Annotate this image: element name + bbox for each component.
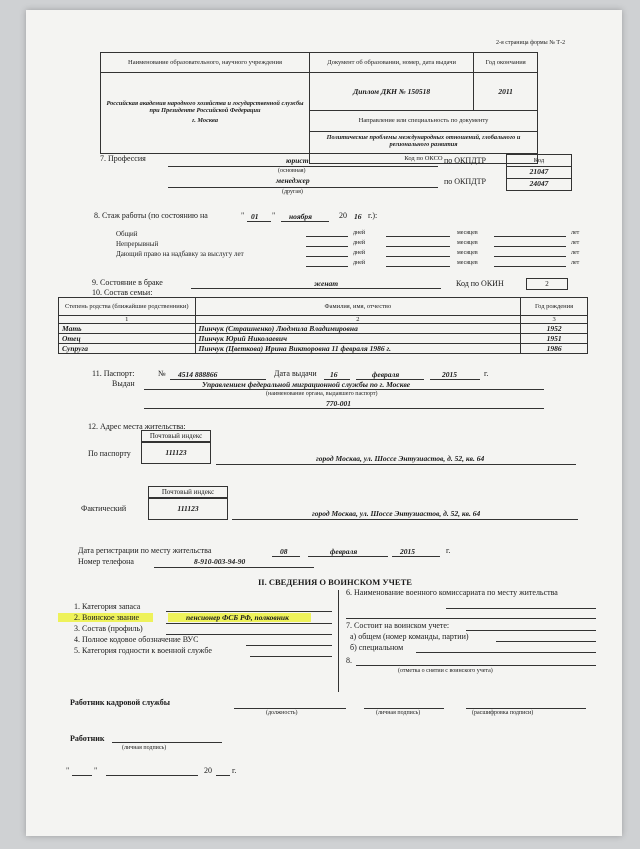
okin-label: Код по ОКИН bbox=[456, 279, 504, 288]
profession-main-value: юрист bbox=[286, 156, 309, 165]
military-item-rank: 2. Воинское звание bbox=[58, 613, 153, 622]
military-special: б) специальном bbox=[350, 643, 404, 652]
experience-year: 16 bbox=[354, 212, 362, 221]
passport-month: февраля bbox=[372, 370, 400, 379]
by-passport-label: По паспорту bbox=[88, 449, 131, 458]
military-item-fitness: 5. Категория годности к военной службе bbox=[74, 646, 212, 655]
military-removal-caption: (отметка о снятии с воинского учета) bbox=[398, 668, 493, 674]
family-relation: Супруга bbox=[59, 344, 196, 354]
decode-caption: (расшифровка подписи) bbox=[472, 710, 534, 716]
phone-label: Номер телефона bbox=[78, 557, 134, 566]
registration-year: 2015 bbox=[400, 547, 415, 556]
code-main: 21047 bbox=[507, 167, 572, 179]
year-value: 2011 bbox=[474, 73, 538, 111]
col-year: Год окончания bbox=[474, 53, 538, 73]
marital-value: женат bbox=[314, 279, 339, 288]
military-item-category: 1. Категория запаса bbox=[74, 602, 141, 611]
institution-city: г. Москва bbox=[192, 117, 218, 125]
passport-year: 2015 bbox=[442, 370, 457, 379]
code-header: Код bbox=[507, 155, 572, 167]
phone-value: 8-910-003-94-90 bbox=[194, 557, 246, 566]
military-item-vus: 4. Полное кодовое обозначение ВУС bbox=[74, 635, 199, 644]
code-other: 24047 bbox=[507, 179, 572, 191]
okpdtr-label-2: по ОКПДТР bbox=[444, 177, 486, 186]
profession-other-caption: (другая) bbox=[282, 189, 303, 195]
experience-month: ноября bbox=[289, 212, 312, 221]
family-relation: Мать bbox=[59, 324, 196, 334]
okso-label: Код по ОКСО bbox=[310, 154, 538, 164]
family-label: 10. Состав семьи: bbox=[92, 288, 153, 297]
family-name: Пинчук (Цветкова) Ирина Викторовна 11 февраля 1986 г. bbox=[195, 344, 521, 354]
okin-value: 2 bbox=[526, 278, 568, 290]
profession-code-table bbox=[506, 154, 572, 191]
col-institution: Наименование образовательного, научного учреждения bbox=[101, 53, 310, 73]
experience-day: 01 bbox=[251, 212, 259, 221]
hr-label: Работник кадровой службы bbox=[70, 698, 170, 707]
family-table: Степень родства (ближайшие родственники) Фамилия, имя, отчество Год рождения 1 2 3 Мать Пинчук (Страшненко) Людмила Владимировна 1952 Отец Пинчук Юрий Николаевич 1951 Супруга Пинчук (Цветкова) Ирина Викторовна 11 февраля 1986 г. 1986 bbox=[58, 297, 588, 354]
position-caption: (должность) bbox=[266, 710, 298, 716]
registration-day: 08 bbox=[280, 547, 288, 556]
document-value: Диплом ДКН № 150518 bbox=[310, 73, 474, 111]
by-passport-address: город Москва, ул. Шоссе Энтузиастов, д. 52, кв. 64 bbox=[316, 454, 485, 463]
education-table bbox=[100, 52, 538, 164]
military-registered: 7. Состоит на воинском учете: bbox=[346, 621, 450, 630]
military-section-title: II. СВЕДЕНИЯ О ВОИНСКОМ УЧЕТЕ bbox=[258, 577, 412, 587]
postal-label-1: Почтовый индекс bbox=[141, 430, 211, 442]
specialty-value: Политические проблемы международных отношений, глобального и регионального развития bbox=[310, 131, 538, 154]
institution-value: Российская академия народного хозяйства и государственной службы при Президенте Российской Федерации bbox=[106, 99, 304, 114]
postal-label-2: Почтовый индекс bbox=[148, 486, 228, 498]
signature-caption: (личная подпись) bbox=[376, 710, 421, 716]
military-commissariat: 6. Наименование военного комиссариата по месту жительства bbox=[346, 588, 558, 597]
profession-other-value: менеджер bbox=[276, 176, 310, 185]
address-label: 12. Адрес места жительства: bbox=[88, 422, 186, 431]
passport-issued-caption: (наименование органа, выдавшего паспорт) bbox=[266, 391, 378, 397]
experience-row-total: Общий bbox=[116, 230, 138, 238]
military-general: а) общем (номер команды, партии) bbox=[350, 632, 469, 641]
family-year: 1952 bbox=[521, 324, 588, 334]
military-item-8: 8. bbox=[346, 656, 352, 665]
family-year: 1986 bbox=[521, 344, 588, 354]
experience-row-continuous: Непрерывный bbox=[116, 240, 159, 248]
passport-issued-by: Управлением федеральной миграционной службы по г. Москве bbox=[202, 380, 411, 389]
passport-date-label: Дата выдачи bbox=[274, 369, 317, 378]
form-page: 2-я страница формы № Т-2 Наименование образовательного, научного учреждения Документ об образовании, номер, дата выдачи Год окончания Российская академия народного хозяйства и государственной службы при Президенте Российской Федерации г. Москва Диплом ДКН № 150518 2011 Направление или специальность по документу Политические проблемы международных отношений, глобального и регионального развития Код по ОКСО 7. Профессия юрист (основная) по ОКПДТР менеджер (другая) по ОКПДТР Код 21047 24047 8. Стаж работы (по состоянию на " 01 " ноября 20 16 г.): Общий Непрерывный Дающий право на надбавку за выслугу лет дней месяцев лет дней месяцев лет дней месяцев лет дней месяцев лет 9. Состояние в браке женат Код по ОКИН 2 10. Состав семьи: Степень родства (ближайшие родственники) Фамилия, имя, отчество Год рождения 1 2 3 Мать Пинчук (Страшненко) Людмила Владимировна 1952 Отец Пинчук Юрий Николаевич 1951 Супруга Пинчук (Цветкова) Ирина Викторовна 11 февраля 1986 г. 1986 11. Паспорт: № 4514 888866 Дата выдачи 16 февраля 2015 г. Выдан Управлением федеральной миграционной службы по г. Москве (наименование органа, выдавшего паспорт) 770-001 12. Адрес места жительства: Почтовый индекс 111123 По паспорту город Москва, ул. Шоссе Энтузиастов, д. 52, кв. 64 Почтовый индекс 111123 Фактический город Москва, ул. Шоссе Энтузиастов, д. 52, кв. 64 Дата регистрации по месту жительства 08 февраля 2015 г. Номер телефона 8-910-003-94-90 II. СВЕДЕНИЯ О ВОИНСКОМ УЧЕТЕ 1. Категория запаса 2. Воинское звание пенсионер ФСБ РФ, полковник 3. Состав (профиль) 4. Полное кодовое обозначение ВУС 5. Категория годности к военной службе 6. Наименование военного комиссариата по месту жительства 7. Состоит на воинском учете: а) общем (номер команды, партии) б) специальном 8. (отметка о снятии с воинского учета) Работник кадровой службы (должность) (личная подпись) (расшифровка подписи) Работник (личная подпись) " " 20 г. bbox=[26, 10, 622, 836]
passport-number: 4514 888866 bbox=[178, 370, 218, 379]
experience-row-bonus: Дающий право на надбавку за выслугу лет bbox=[116, 250, 244, 258]
passport-day: 16 bbox=[330, 370, 338, 379]
page-label: 2-я страница формы № Т-2 bbox=[496, 40, 566, 46]
okpdtr-label-1: по ОКПДТР bbox=[444, 156, 486, 165]
family-year: 1951 bbox=[521, 334, 588, 344]
military-item-profile: 3. Состав (профиль) bbox=[74, 624, 143, 633]
profession-main-caption: (основная) bbox=[278, 168, 306, 174]
passport-code: 770-001 bbox=[326, 399, 351, 408]
experience-label: 8. Стаж работы (по состоянию на bbox=[94, 211, 208, 220]
specialty-label: Направление или специальность по документу bbox=[310, 111, 538, 131]
family-relation: Отец bbox=[59, 334, 196, 344]
employee-signature-caption: (личная подпись) bbox=[122, 745, 167, 751]
marital-label: 9. Состояние в браке bbox=[92, 278, 163, 287]
actual-label: Фактический bbox=[81, 504, 127, 513]
registration-label: Дата регистрации по месту жительства bbox=[78, 546, 212, 555]
registration-month: февраля bbox=[330, 547, 358, 556]
employee-label: Работник bbox=[70, 734, 105, 743]
family-name: Пинчук Юрий Николаевич bbox=[195, 334, 521, 344]
actual-address: город Москва, ул. Шоссе Энтузиастов, д. 52, кв. 64 bbox=[312, 509, 481, 518]
col-document: Документ об образовании, номер, дата выдачи bbox=[310, 53, 474, 73]
passport-label: 11. Паспорт: bbox=[92, 369, 135, 378]
profession-label: 7. Профессия bbox=[100, 154, 146, 163]
actual-postal-index: 111123 bbox=[148, 498, 228, 520]
passport-postal-index: 111123 bbox=[141, 442, 211, 464]
military-rank-value: пенсионер ФСБ РФ, полковник bbox=[168, 613, 311, 622]
passport-issued-label: Выдан bbox=[112, 379, 135, 388]
family-name: Пинчук (Страшненко) Людмила Владимировна bbox=[195, 324, 521, 334]
